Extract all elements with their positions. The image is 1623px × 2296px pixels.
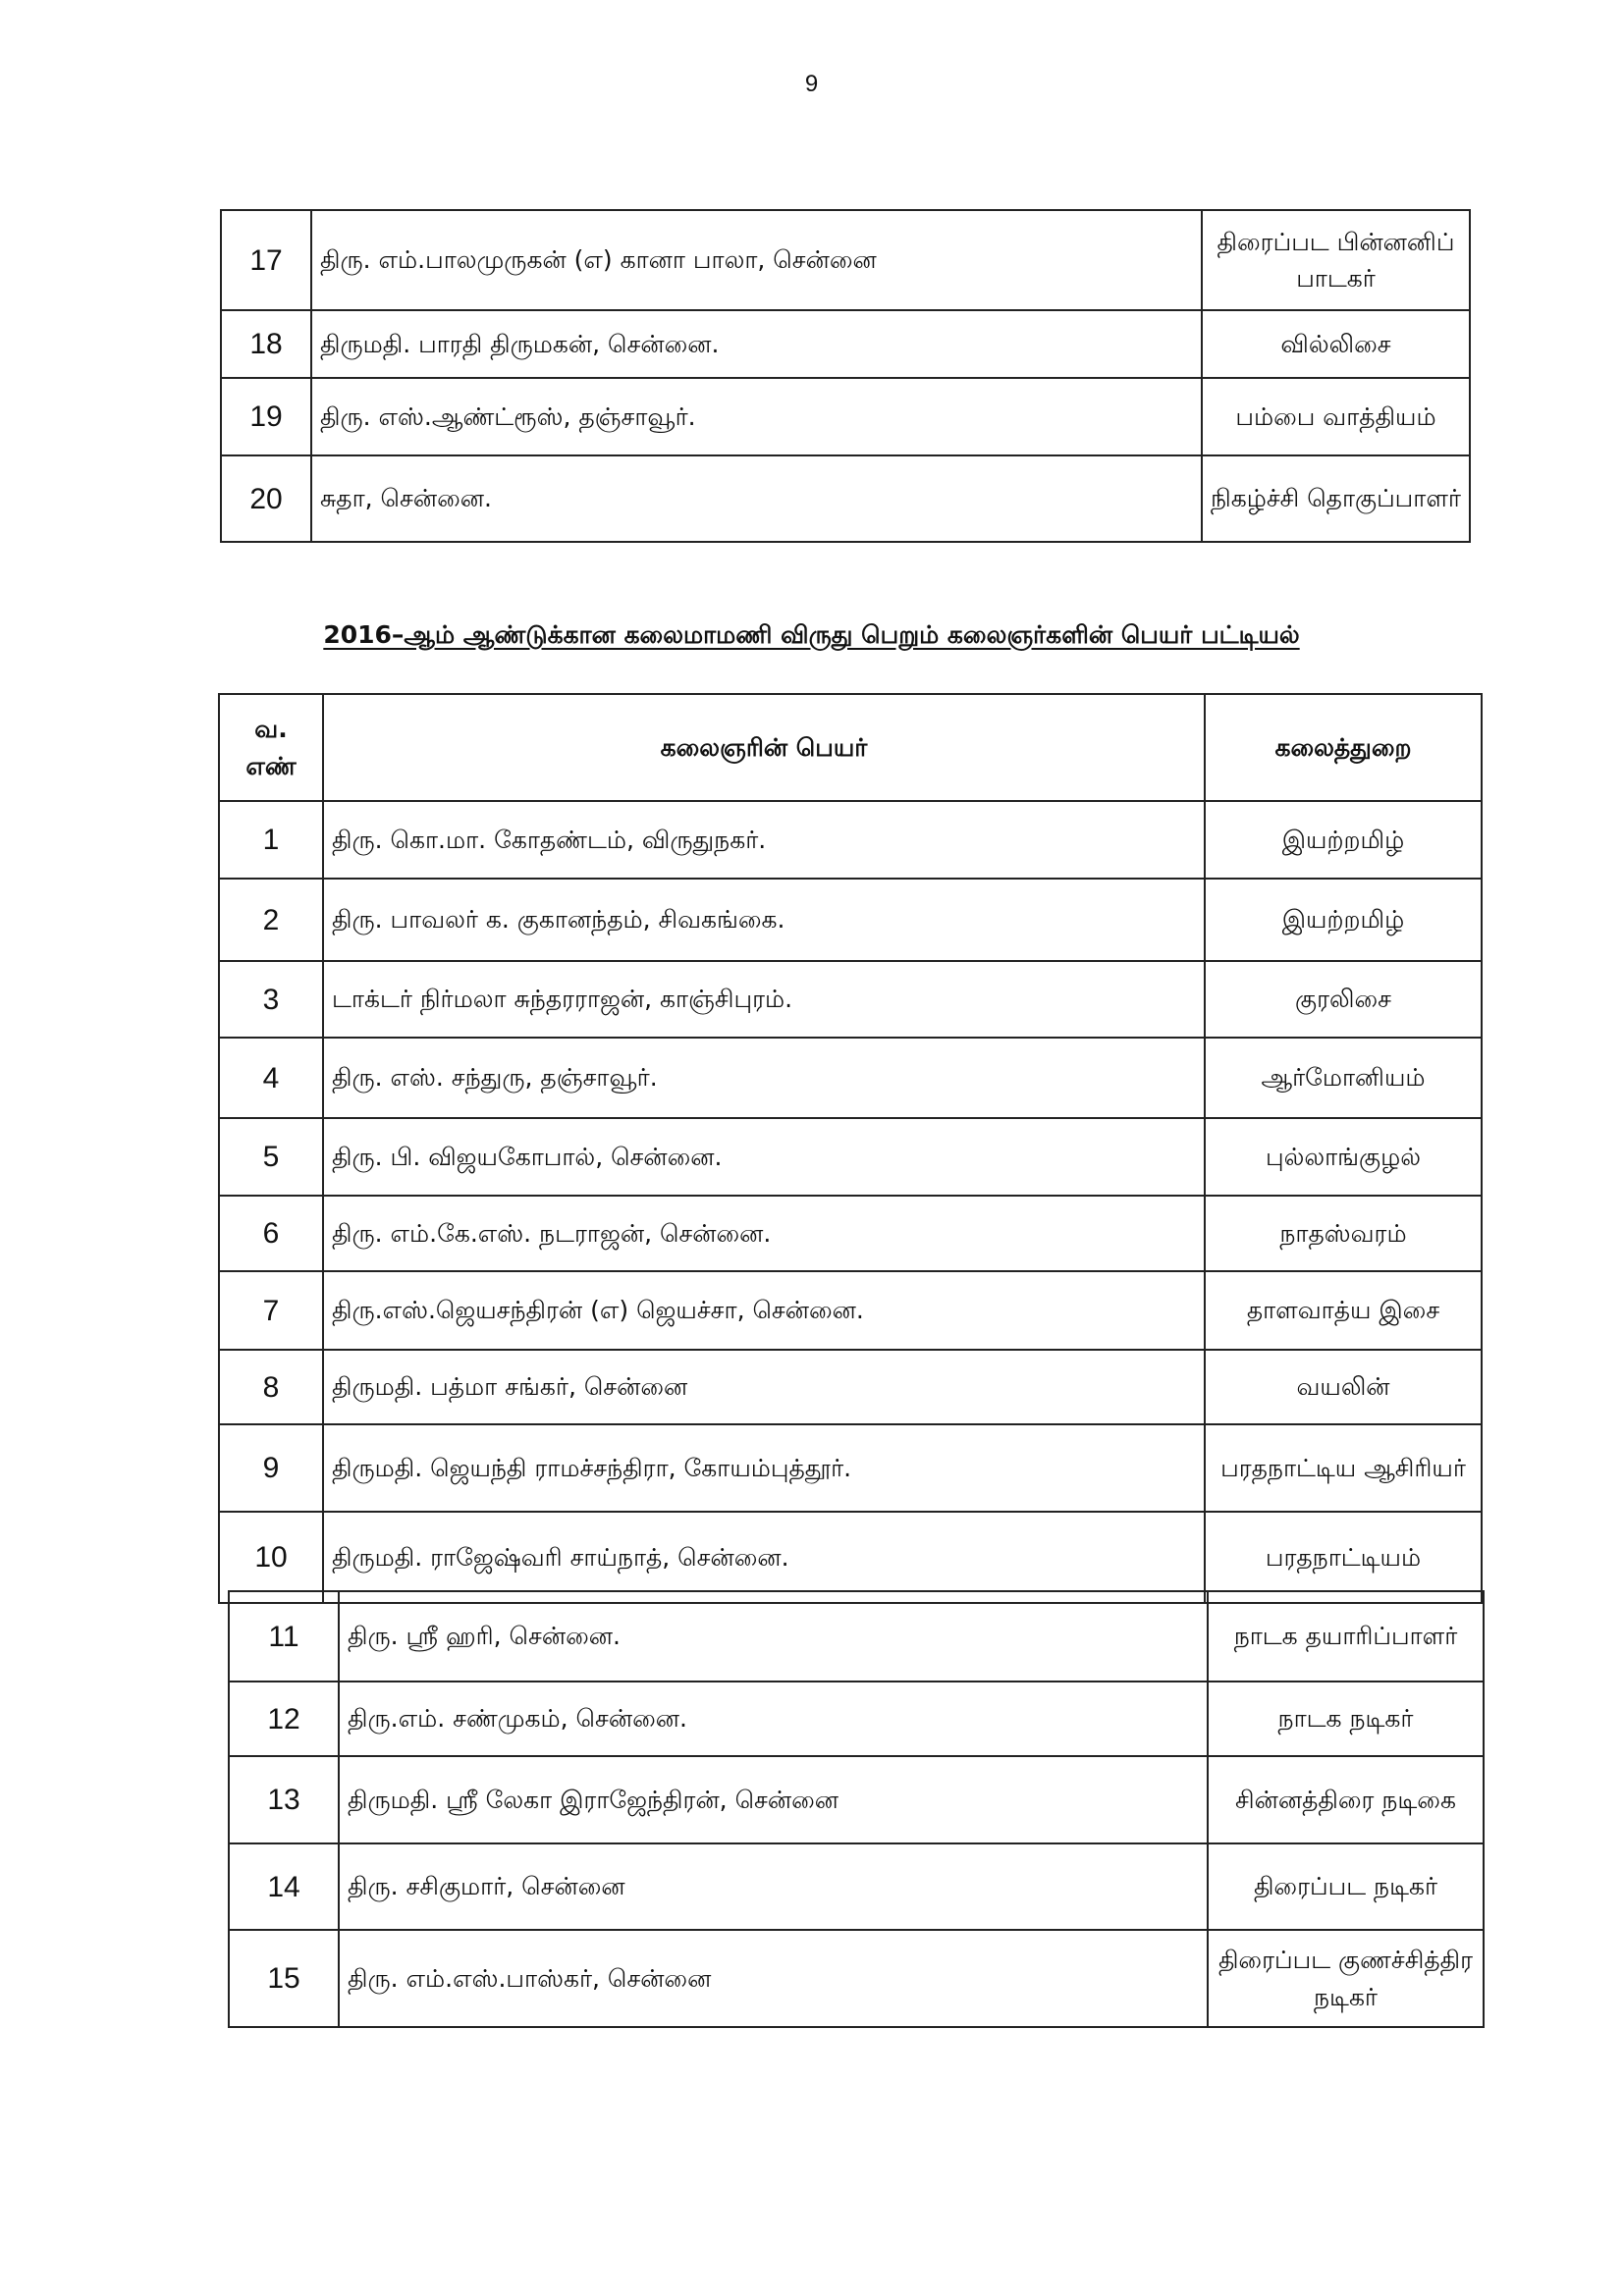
serial-number: 9 (219, 1424, 323, 1512)
table-row (221, 378, 1470, 455)
art-field: புல்லாங்குழல் (1205, 1118, 1482, 1196)
serial-number: 13 (229, 1756, 339, 1843)
serial-number: 20 (221, 455, 311, 542)
table-row (229, 1591, 1484, 1682)
art-field: பரதநாட்டிய ஆசிரியர் (1205, 1424, 1482, 1512)
section-heading: 2016–ஆம் ஆண்டுக்கான கலைமாமணி விருது பெறும் கலைஞர்களின் பெயர் பட்டியல் (323, 620, 1300, 649)
art-field: பம்பை வாத்தியம் (1202, 378, 1470, 455)
art-field: திரைப்பட நடிகர் (1208, 1843, 1484, 1930)
table-row (219, 1350, 1482, 1424)
serial-number: 6 (219, 1196, 323, 1271)
serial-number-header: வ. எண் (219, 694, 323, 801)
serial-number: 2 (219, 879, 323, 961)
art-field: திரைப்பட பின்னனிப் பாடகர் (1202, 210, 1470, 310)
table-row (221, 210, 1470, 310)
art-field: நாடக தயாரிப்பாளர் (1208, 1591, 1484, 1682)
artist-name: திரு. எஸ்.ஆண்ட்ரூஸ், தஞ்சாவூர். (311, 378, 1202, 455)
artist-name-header: கலைஞரின் பெயர் (323, 694, 1205, 801)
artist-name: திருமதி. ஸ்ரீ லேகா இராஜேந்திரன், சென்னை (339, 1756, 1208, 1843)
awardee-table (218, 693, 1483, 1604)
serial-number: 3 (219, 961, 323, 1038)
table-row (221, 310, 1470, 378)
artist-name: சுதா, சென்னை. (311, 455, 1202, 542)
serial-number: 1 (219, 801, 323, 879)
awardee-table-continued (220, 209, 1471, 543)
art-field: நிகழ்ச்சி தொகுப்பாளர் (1202, 455, 1470, 542)
art-field-header: கலைத்துறை (1205, 694, 1482, 801)
artist-name: திரு.எஸ்.ஜெயசந்திரன் (எ) ஜெயச்சா, சென்னை. (323, 1271, 1205, 1350)
artist-name: திரு. கொ.மா. கோதண்டம், விருதுநகர். (323, 801, 1205, 879)
artist-name: திருமதி. பாரதி திருமகன், சென்னை. (311, 310, 1202, 378)
table-row (221, 455, 1470, 542)
art-field: ஆர்மோனியம் (1205, 1038, 1482, 1118)
serial-number: 10 (219, 1512, 323, 1603)
artist-name: திருமதி. பத்மா சங்கர், சென்னை (323, 1350, 1205, 1424)
artist-name: திரு. எஸ். சந்துரு, தஞ்சாவூர். (323, 1038, 1205, 1118)
art-field: நாடக நடிகர் (1208, 1682, 1484, 1756)
artist-name: திரு. பி. விஜயகோபால், சென்னை. (323, 1118, 1205, 1196)
table-row (219, 1424, 1482, 1512)
artist-name: திரு.எம். சண்முகம், சென்னை. (339, 1682, 1208, 1756)
serial-number: 17 (221, 210, 311, 310)
serial-number: 18 (221, 310, 311, 378)
artist-name: திரு. சசிகுமார், சென்னை (339, 1843, 1208, 1930)
artist-name: திரு. எம்.பாலமுருகன் (எ) கானா பாலா, சென்னை (311, 210, 1202, 310)
table-row (219, 1196, 1482, 1271)
table-row (219, 961, 1482, 1038)
table-row (219, 1271, 1482, 1350)
awardee-table-extension (228, 1590, 1485, 2028)
serial-number: 8 (219, 1350, 323, 1424)
artist-name: டாக்டர் நிர்மலா சுந்தரராஜன், காஞ்சிபுரம். (323, 961, 1205, 1038)
serial-number: 15 (229, 1930, 339, 2027)
serial-number: 4 (219, 1038, 323, 1118)
table-row (229, 1756, 1484, 1843)
artist-name: திருமதி. ராஜேஷ்வரி சாய்நாத், சென்னை. (323, 1512, 1205, 1603)
art-field: திரைப்பட குணச்சித்திர நடிகர் (1208, 1930, 1484, 2027)
table-row (219, 801, 1482, 879)
artist-name: திரு. எம்.கே.எஸ். நடராஜன், சென்னை. (323, 1196, 1205, 1271)
table-header-row (219, 694, 1482, 801)
art-field: இயற்றமிழ் (1205, 801, 1482, 879)
art-field: சின்னத்திரை நடிகை (1208, 1756, 1484, 1843)
art-field: பரதநாட்டியம் (1205, 1512, 1482, 1603)
art-field: தாளவாத்ய இசை (1205, 1271, 1482, 1350)
art-field: வில்லிசை (1202, 310, 1470, 378)
artist-name: திரு. ஸ்ரீ ஹரி, சென்னை. (339, 1591, 1208, 1682)
serial-number: 12 (229, 1682, 339, 1756)
art-field: நாதஸ்வரம் (1205, 1196, 1482, 1271)
table-row (229, 1930, 1484, 2027)
table-row (219, 1038, 1482, 1118)
table-row (219, 1118, 1482, 1196)
table-row (219, 879, 1482, 961)
art-field: வயலின் (1205, 1350, 1482, 1424)
table-row (229, 1843, 1484, 1930)
art-field: இயற்றமிழ் (1205, 879, 1482, 961)
serial-number: 11 (229, 1591, 339, 1682)
serial-number: 14 (229, 1843, 339, 1930)
artist-name: திரு. பாவலர் க. குகானந்தம், சிவகங்கை. (323, 879, 1205, 961)
artist-name: திருமதி. ஜெயந்தி ராமச்சந்திரா, கோயம்புத்தூர். (323, 1424, 1205, 1512)
page-number: 9 (804, 71, 819, 97)
serial-number: 7 (219, 1271, 323, 1350)
artist-name: திரு. எம்.எஸ்.பாஸ்கர், சென்னை (339, 1930, 1208, 2027)
table-row (229, 1682, 1484, 1756)
serial-number: 5 (219, 1118, 323, 1196)
serial-number: 19 (221, 378, 311, 455)
art-field: குரலிசை (1205, 961, 1482, 1038)
